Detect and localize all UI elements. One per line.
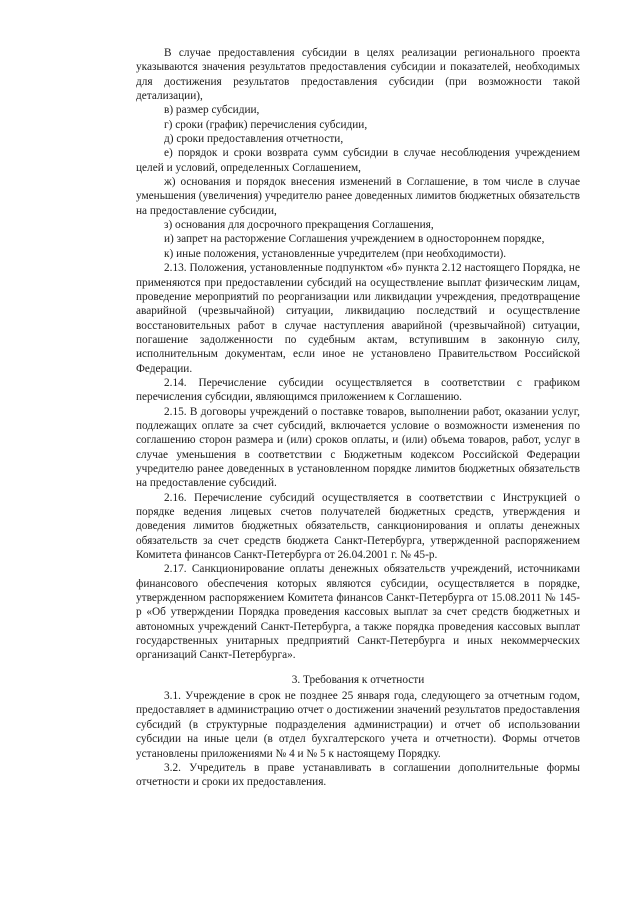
section-3-heading: 3. Требования к отчетности bbox=[291, 673, 425, 686]
list-item: з) основания для досрочного прекращения Соглашения, bbox=[164, 219, 434, 232]
list-item: е) порядок и сроки возврата сумм субсидии в случае несоблюдения учреждением целей и условий, определенных Соглашением, bbox=[136, 147, 580, 174]
list-item: в) размер субсидии, bbox=[164, 104, 260, 117]
paragraph-2-13: 2.13. Положения, установленные подпунктом «б» пункта 2.12 настоящего Порядка, не применяются при предоставлении субсидий на осуществление выплат физическим лицам, проведение мероприятий по реорганизации или ликвидации учреждения, предотвращение аварийной (чрезвычайной) ситуации, ликвидацию последствий и осуществление восстановительных работ в случае наступления аварийной (чрезвычайной) ситуации, погашение задолженности по судебным актам, вступившим в законную силу, исполнительным документам, если иное не установлено Правительством Российской Федерации. bbox=[136, 262, 580, 375]
paragraph-2-17: 2.17. Санкционирование оплаты денежных обязательств учреждений, источниками финансового обеспечения которых являются субсидии, осуществляется в порядке, утвержденном распоряжением Комитета финансов Санкт-Петербурга от 15.08.2011 № 145-р «Об утверждении Порядка проведения кассовых выплат за счет средств бюджетных и автономных учреждений Санкт-Петербурга, а также порядка проведения кассовых выплат государственных унитарных предприятий Санкт-Петербурга и иных некоммерческих организаций Санкт-Петербурга». bbox=[136, 563, 580, 662]
paragraph-2-15: 2.15. В договоры учреждений о поставке товаров, выполнении работ, оказании услуг, подлежащих оплате за счет субсидий, включается условие о возможности изменения по соглашению сторон размера и (или) сроков оплаты, и (или) объема товаров, работ, услуг в случае уменьшения в соответствии с Бюджетным кодексом Российской Федерации учредителю ранее доведенных в установленном порядке лимитов бюджетных обязательств на предоставление субсидий. bbox=[136, 405, 580, 490]
list-item: г) сроки (график) перечисления субсидии, bbox=[164, 118, 368, 131]
list-item: к) иные положения, установленные учредителем (при необходимости). bbox=[164, 247, 507, 260]
intro-paragraph: В случае предоставления субсидии в целях реализации регионального проекта указываются значения результатов предоставления субсидии и показателей, необходимых для достижения результатов предоставления субсидии (при возможности такой детализации), bbox=[136, 47, 580, 103]
paragraph-2-16: 2.16. Перечисление субсидий осуществляется в соответствии с Инструкцией о порядке ведения лицевых счетов получателей бюджетных средств, утверждения и доведения лимитов бюджетных обязательств, санкционирования и оплаты денежных обязательств за счет средств бюджета Санкт-Петербурга, утвержденной распоряжением Комитета финансов Санкт-Петербурга от 26.04.2001 г. № 45-р. bbox=[136, 491, 580, 562]
paragraph-3-2: 3.2. Учредитель в праве устанавливать в соглашении дополнительные формы отчетности и сроки их предоставления. bbox=[136, 761, 580, 789]
paragraph-2-14: 2.14. Перечисление субсидии осуществляется в соответствии с графиком перечисления субсидии, являющимся приложением к Соглашению. bbox=[136, 376, 580, 404]
agreement-items-list bbox=[136, 103, 580, 261]
list-item: и) запрет на расторжение Соглашения учреждением в одностороннем порядке, bbox=[164, 233, 545, 246]
paragraph-3-1: 3.1. Учреждение в срок не позднее 25 января года, следующего за отчетным годом, предоставляет в администрацию отчет о достижении значений результатов предоставления субсидий (в структурные подразделения администрации) и отчет об использовании субсидии на иные цели (в отдел бухгалтерского учета и отчетности). Формы отчетов установлены приложениями № 4 и № 5 к настоящему Порядку. bbox=[136, 690, 580, 760]
list-item: д) сроки предоставления отчетности, bbox=[164, 133, 344, 146]
list-item: ж) основания и порядок внесения изменений в Соглашение, в том числе в случае уменьшения (увеличения) учредителю ранее доведенных лимитов бюджетных обязательств на предоставление субсидии, bbox=[136, 176, 580, 217]
